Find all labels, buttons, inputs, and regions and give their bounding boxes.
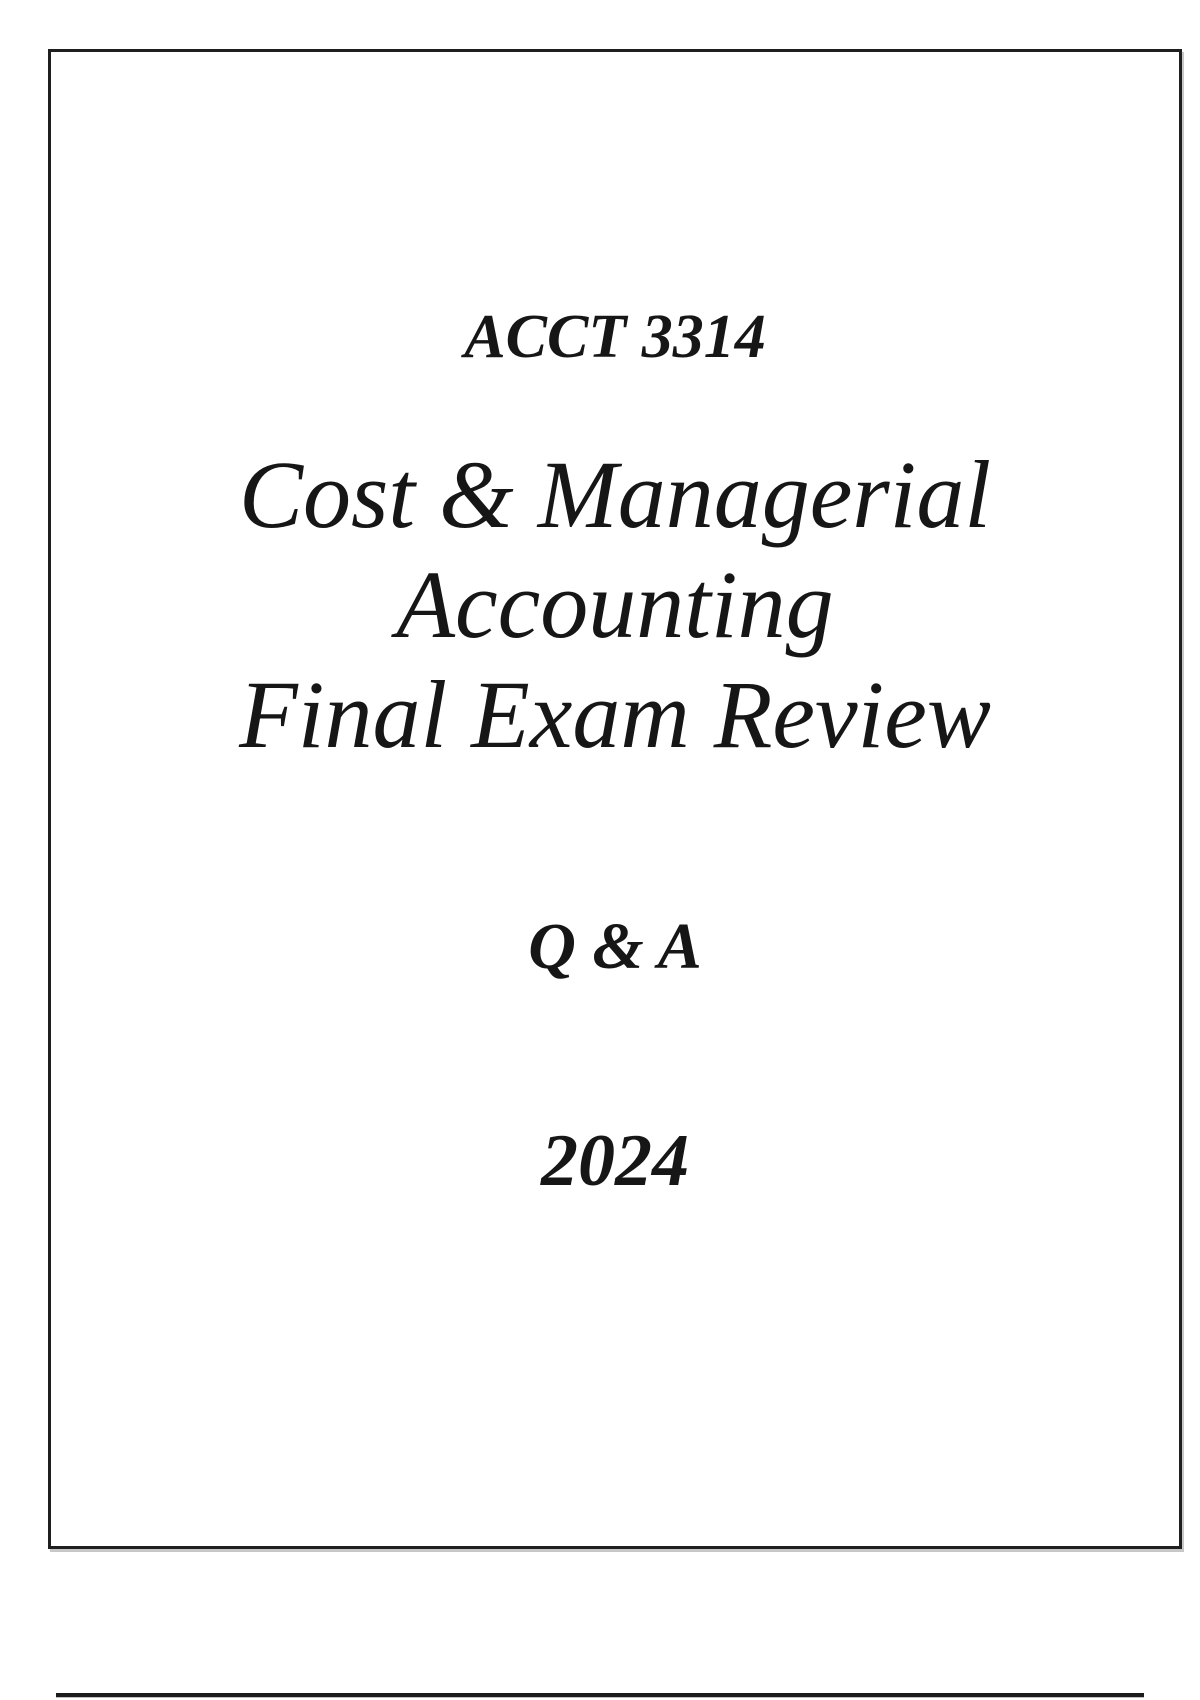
cover-border-frame [48, 49, 1182, 1549]
year-label: 2024 [541, 1120, 689, 1202]
cover-title-line-2: Accounting [396, 551, 834, 658]
qa-subtitle: Q & A [528, 910, 702, 983]
course-code-heading: ACCT 3314 [464, 303, 766, 371]
next-page-divider [56, 1693, 1144, 1697]
cover-title [51, 440, 1179, 770]
cover-title-line-3: Final Exam Review [239, 661, 991, 768]
cover-title-line-1: Cost & Managerial [238, 441, 991, 548]
